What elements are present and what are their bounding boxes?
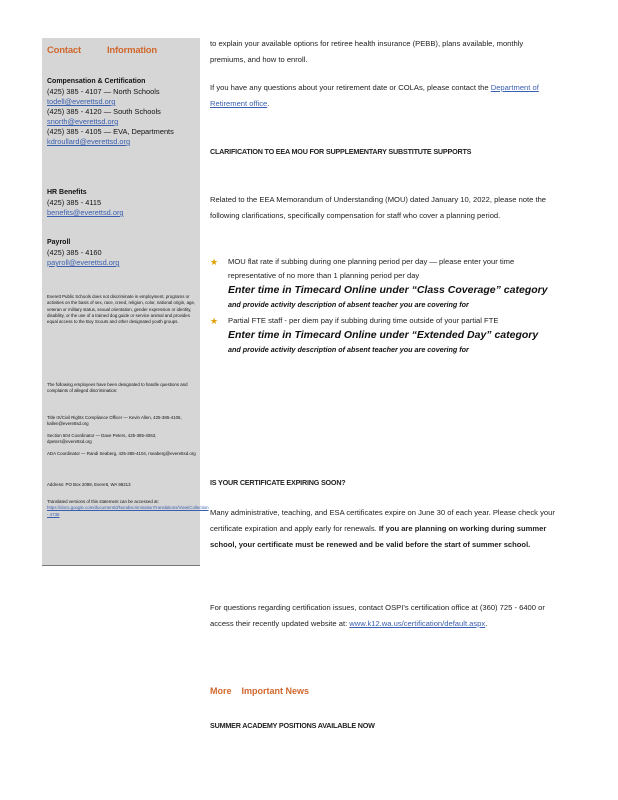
extended-day-sub: and provide activity description of absent teacher you are covering for [228,345,469,354]
hr-heading: HR Benefits [47,189,87,196]
dept-retirement-link[interactable]: Department of Retirement office [210,83,539,108]
certificate-body: Many administrative, teaching, and ESA certificates expire on June 30 of each year. Please check your certificate expiration and apply early for renewals. If you are planning on working during summer school, your certificate must be renewed and be valid before the start of summer school. [210,508,555,549]
certificate-questions: For questions regarding certification issues, contact OSPI’s certification office at (360) 725 - 6400 or access their recently updated website at: www.k12.wa.us/certification/default.aspx. [210,603,545,628]
class-coverage-instruction: Enter time in Timecard Online under “Class Coverage” category [228,284,548,296]
comp-eva-email[interactable]: kdroullard@everettsd.org [47,137,131,146]
ospi-certification-link[interactable]: www.k12.wa.us/certification/default.aspx [349,619,486,628]
bullet-mou-flat-rate: ★ MOU flat rate if subbing during one planning period per day — please enter your time representative of no more than 1 planning period per day Enter time in Timecard Online under “Class Coverage” category and provide activity description of absent teacher you are covering for [210,255,562,312]
star-bullet-icon: ★ [210,316,219,326]
comp-south-phone: (425) 385 - 4120 — South Schools [47,107,161,116]
comp-south-email[interactable]: snorth@everettsd.org [47,117,119,126]
comp-north-phone: (425) 385 - 4107 — North Schools [47,87,160,96]
summer-academy-item: SUMMER ACADEMY POSITIONS AVAILABLE NOW [210,721,375,730]
designees-intro: The following employees have been designated to handle questions and complaints of alleged discrimination: [47,382,188,394]
district-address: Address: PO Box 2098, Everett, WA 98213 [47,482,131,487]
title-ix-contact: Title IX/Civil Rights Compliance Officer — Kevin Allen, 425-385-4106, kallen@everettsd.org [47,415,182,427]
certificate-heading: IS YOUR CERTIFICATE EXPIRING SOON? [210,478,346,487]
clarification-body: Related to the EEA Memorandum of Understanding (MOU) dated January 10, 2022, please note the following clarifications, specifically compensation for staff who cover a planning period. [210,195,547,220]
hr-phone: (425) 385 - 4115 [47,198,102,207]
compensation-heading: Compensation & Certification [47,78,146,85]
star-bullet-icon: ★ [210,257,219,267]
contact-sidebar [42,38,209,566]
payroll-email[interactable]: payroll@everettsd.org [47,258,120,267]
clarification-heading: CLARIFICATION TO EEA MOU FOR SUPPLEMENTARY SUBSTITUTE SUPPORTS [210,147,472,156]
section-504-contact: Section 504 Coordinator — Dave Peters, 425-385-4063, dpeters@everettsd.org [47,433,157,445]
clarification-bullets [210,255,562,359]
payroll-phone: (425) 385 - 4160 [47,248,102,257]
intro-paragraph: to explain your available options for retiree health insurance (PEBB), plans available, monthly premiums, and how to enroll. [210,39,524,64]
nondiscrimination-statement: Everett Public Schools does not discriminate in employment, programs or activities on the basis of sex, race, creed, religion, color, national origin, age, veteran or military status, sexual orientation, gender expression or identity, disability, or the use of a trained dog guide or service animal and provides equal access to the Boy Scouts and other designated youth groups. [47,294,196,325]
payroll-heading: Payroll [47,239,71,246]
extended-day-instruction: Enter time in Timecard Online under “Extended Day” category [228,329,539,341]
more-news-heading: More Important News [210,686,310,696]
payroll-block [47,238,197,268]
hr-benefits-block [47,188,197,218]
comp-north-email[interactable]: todell@everettsd.org [47,97,116,106]
translated-versions: Translated versions of this statement can be accessed at: https://docs.google.com/document/d/NondiscriminationTranslations/View/Collection - 4736 [47,499,209,517]
translated-url[interactable]: https://docs.google.com/document/d/NondiscriminationTranslations/View/Collection - 4736 [47,505,209,517]
compensation-block [47,77,197,147]
retirement-contact-paragraph: If you have any questions about your retirement date or COLAs, please contact the Department of Retirement office. [210,83,539,108]
comp-eva-phone: (425) 385 - 4105 — EVA, Departments [47,127,174,136]
bullet-partial-fte: ★ Partial FTE staff - per diem pay if subbing during time outside of your partial FTE Enter time in Timecard Online under “Extended Day” category and provide activity description of absent teacher you are covering for [210,314,562,357]
class-coverage-sub: and provide activity description of absent teacher you are covering for [228,300,469,309]
sidebar-title: Contact Information [47,45,158,56]
hr-email[interactable]: benefits@everettsd.org [47,208,124,217]
ada-contact: ADA Coordinator — Randi Seaberg, 425-385-4104, rseaberg@everettsd.org [47,451,196,456]
